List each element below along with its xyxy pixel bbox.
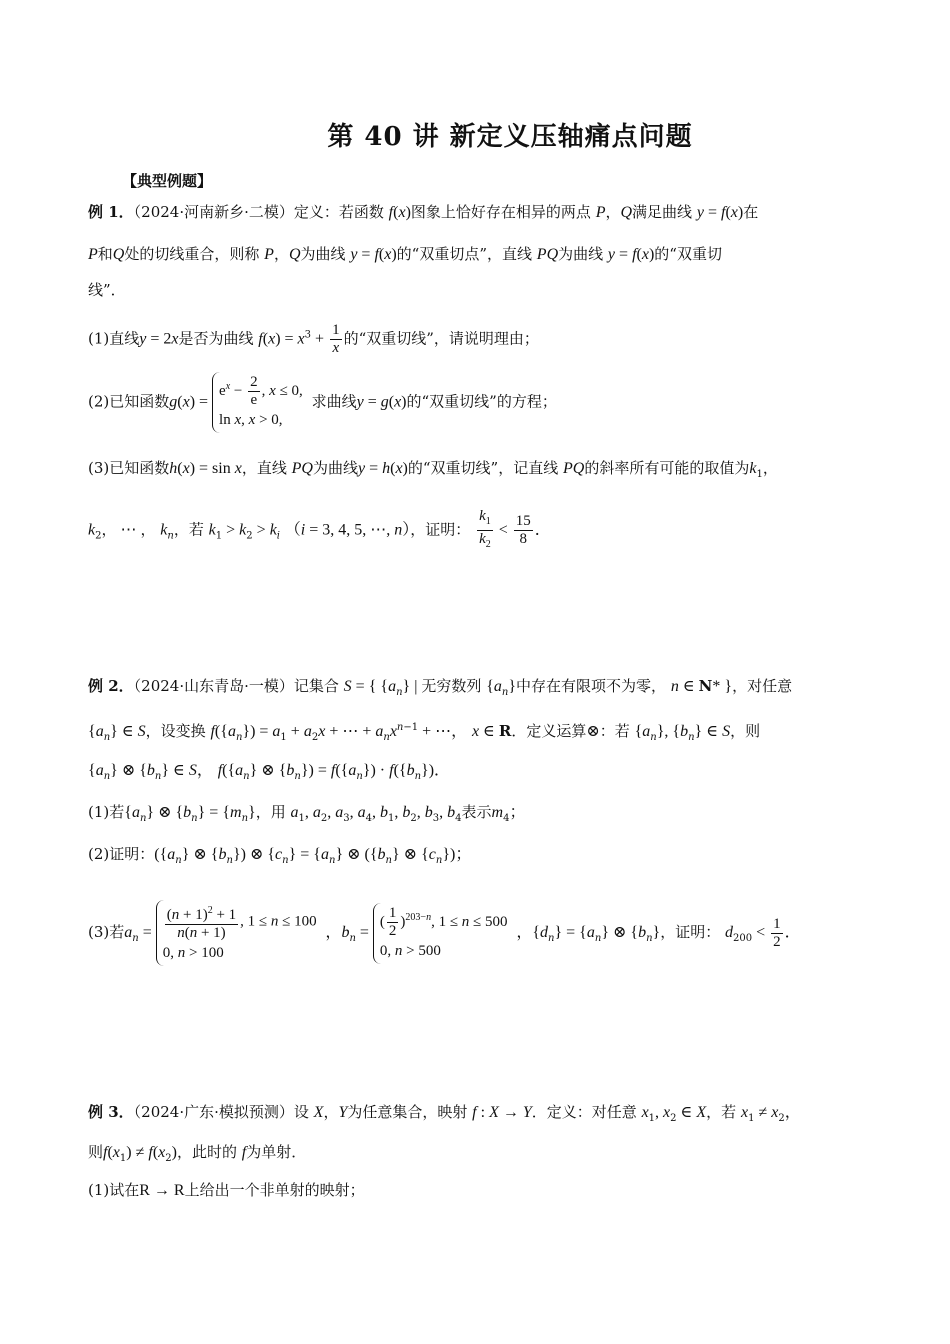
ex3-question-1: (1)试在R → R上给出一个非单射的映射； — [88, 1181, 365, 1199]
ex1-question-1: (1)直线y = 2x是否为曲线 $f(x) = x^3$ + $\frac{1}{x}$ 的“双重切线”，请说明理由； — [88, 322, 539, 356]
ex2-question-1: (1)若$\{a_n\}$ ⊗ $\{b_n\} = \{m_n\}$，用 $a_1$, $a_2$, $a_3$, $a_4$, $b_1$, $b_2$, $b_3$, $b_4$表示$m_4$； — [88, 803, 526, 824]
ex2-question-2: (2)证明：($\{a_n\}$ ⊗ $\{b_n\}$) ⊗ $\{c_n\} = \{a_n\}$ ⊗ ($\{b_n\}$ ⊗ $\{c_n\}$)； — [88, 845, 472, 866]
ex1-question-2: (2)已知函数g(x) = $e^x$ − $\frac{2}{e}$ , x ≤ 0, ln x, x > 0, 求曲线y = g(x)的“双重切线”的方程； — [88, 372, 557, 433]
ex3-line-2: 则$f(x_1) \ne f(x_2)$，此时的 f为单射． — [88, 1143, 307, 1164]
ex2-line-3: $\{a_n\}$ ⊗ $\{b_n\}$ ∈ S， $f(\{a_n\}$ ⊗ $\{b_n\}) = f(\{a_n\}) \cdot f(\{b_n\})$． — [88, 762, 451, 782]
ex1-question-3: (3)已知函数h(x) = sin x，直线 PQ为曲线y = h(x)的“双重切线”，记直线 PQ的斜率所有可能的取值为$k_1$， — [88, 459, 778, 480]
ex2-question-3: (3)若$a_n$ = $\frac{(n + 1)^2 + 1}{n(n + 1)}$ , 1 ≤ n ≤ 100 0, n > 100 ，$b_n$ = ( $\frac{1}{2}$ )$^{203-n}$, 1 ≤ n ≤ 500 0, n > 500 ，$\{d_n\} = \{a_n\}$ ⊗ $\{b_n\}$，证明： $d_{200}$ < $\frac{1}{2}$ ． — [88, 900, 801, 966]
ex1-question-3-cont: $k_2$， ⋯ ， $k_n$，若 $k_1 > k_2 > k_i$ （i = 3, 4, 5, ⋯, n），证明： $\frac{k_1}{k_2}$ < $\frac{15}{8}$ ． — [88, 508, 551, 550]
ex3-line-1: 例 3．（2024·广东·模拟预测）设 X，Y为任意集合，映射 f : X → Y．定义：对任意 $x_1$, $x_2$ ∈ X，若 $x_1 \ne x_2$， — [88, 1103, 801, 1124]
ex2-line-1: 例 2．（2024·山东青岛·一模）记集合 S = { $\{a_n\}$ | 无穷数列 $\{a_n\}$中存在有限项不为零， n ∈ N* }，对任意 — [88, 677, 793, 698]
section-heading: 【典型例题】 — [122, 172, 213, 190]
ex1-line-2: P和Q处的切线重合，则称 P，Q为曲线 y = f(x)的“双重切点”，直线 PQ为曲线 y = f(x)的“双重切 — [88, 245, 722, 263]
ex2-line-2: $\{a_n\}$ ∈ S，设变换 $f(\{a_n\}) = a_1 + a_2x$ + ⋯ + $a_nx^{n-1}$ + ⋯， x ∈ R．定义运算⊗：若 $\{a_n\}$, $\{b_n\}$ ∈ S，则 — [88, 722, 761, 743]
page-title: 第 40 讲 新定义压轴痛点问题 — [327, 122, 693, 152]
ex1-line-1: 例 1．（2024·河南新乡·二模）定义：若函数 f(x)图象上恰好存在相异的两点 P，Q满足曲线 y = f(x)在 — [88, 203, 759, 221]
ex1-line-3: 线”． — [88, 281, 126, 299]
